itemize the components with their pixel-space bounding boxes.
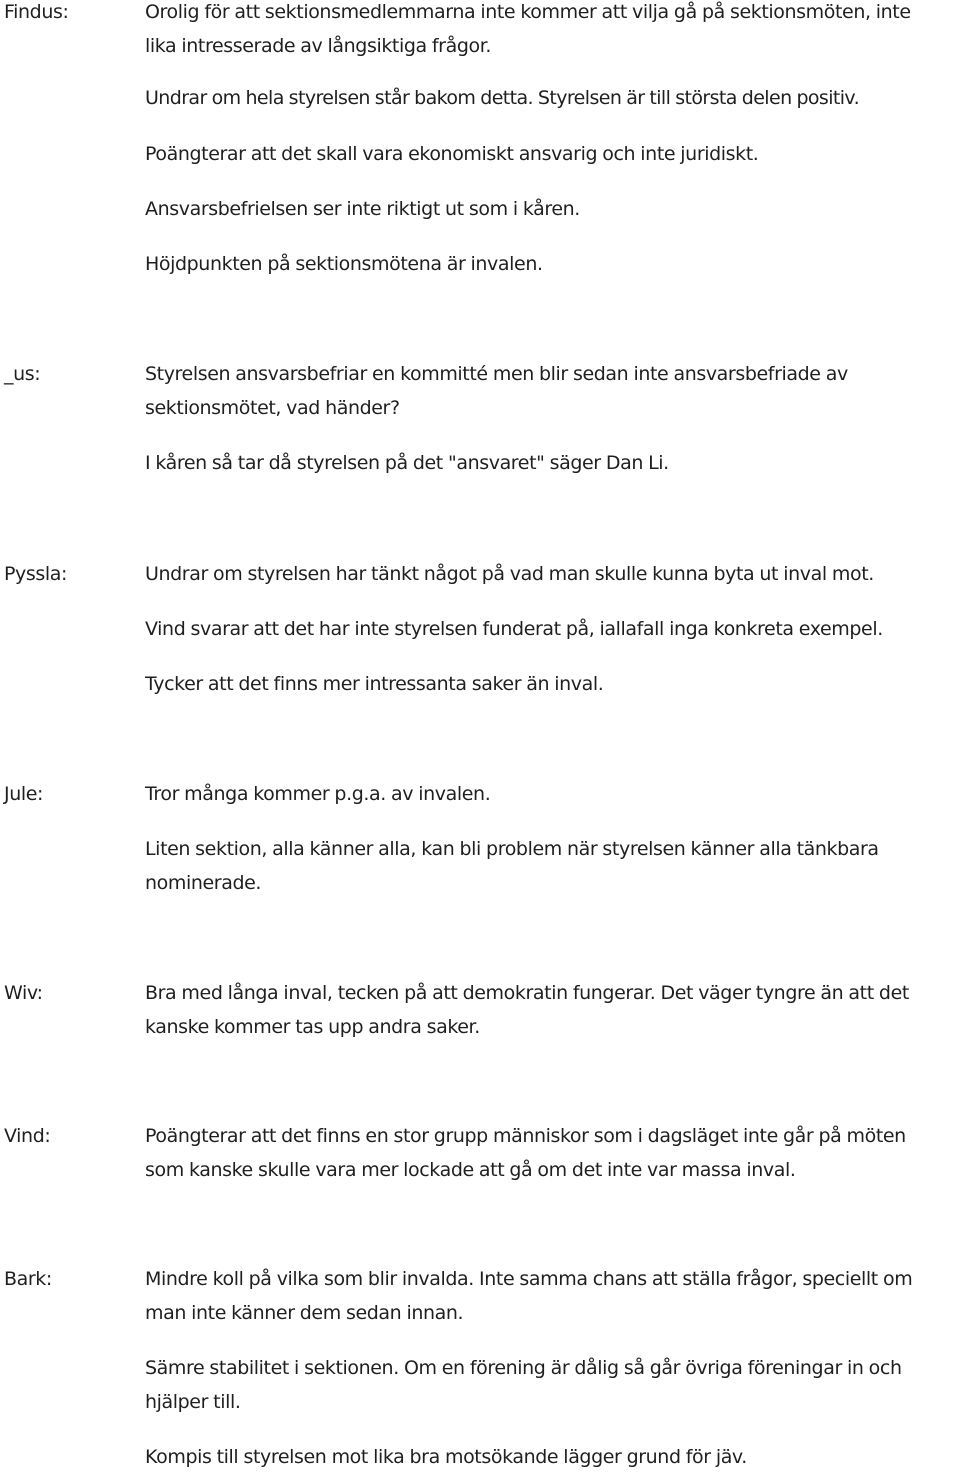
statement-paragraph	[145, 832, 957, 900]
statement-paragraph	[145, 0, 957, 63]
statement-line: Poängterar att det skall vara ekonomiskt ansvarig och inte juridiskt.	[145, 143, 759, 165]
speaker-label: Jule:	[4, 783, 44, 805]
statement-line: Tycker att det finns mer intressanta saker än inval.	[145, 673, 604, 695]
statement-line: Undrar om styrelsen har tänkt något på vad man skulle kunna byta ut inval mot.	[145, 563, 874, 585]
statement-line: som kanske skulle vara mer lockade att gå om det inte var massa inval.	[145, 1159, 796, 1181]
statement-paragraph	[145, 1440, 957, 1474]
statement-paragraph	[145, 357, 957, 425]
statement-line: Ansvarsbefrielsen ser inte riktigt ut som i kåren.	[145, 198, 580, 220]
statement-line: hjälper till.	[145, 1391, 241, 1413]
statement-paragraph	[145, 192, 957, 226]
speaker-label: Vind:	[4, 1125, 51, 1147]
statement-line: I kåren så tar då styrelsen på det "ansvaret" säger Dan Li.	[145, 452, 669, 474]
statement-line: Mindre koll på vilka som blir invalda. Inte samma chans att ställa frågor, speciellt om	[145, 1268, 913, 1290]
statement-paragraph	[145, 247, 957, 281]
statement-paragraph	[145, 1262, 957, 1330]
statement-paragraph	[145, 667, 957, 701]
statement-line: Poängterar att det finns en stor grupp människor som i dagsläget inte går på möten	[145, 1125, 906, 1147]
statement-paragraph	[145, 777, 957, 811]
statement-line: Höjdpunkten på sektionsmötena är invalen.	[145, 253, 543, 275]
statement-line: Undrar om hela styrelsen står bakom detta. Styrelsen är till största delen positiv.	[145, 87, 860, 109]
statement-line: nominerade.	[145, 872, 262, 894]
speaker-label: Bark:	[4, 1268, 52, 1290]
statement-line: Styrelsen ansvarsbefriar en kommitté men blir sedan inte ansvarsbefriade av	[145, 363, 848, 385]
statement-paragraph	[145, 1351, 957, 1419]
statement-line: kanske kommer tas upp andra saker.	[145, 1016, 480, 1038]
statement-line: Orolig för att sektionsmedlemmarna inte kommer att vilja gå på sektionsmöten, inte	[145, 1, 911, 23]
statement-line: Tror många kommer p.g.a. av invalen.	[145, 783, 491, 805]
statement-line: Vind svarar att det har inte styrelsen funderat på, iallafall inga konkreta exempel.	[145, 618, 883, 640]
speaker-label: Findus:	[4, 1, 69, 23]
statement-line: Bra med långa inval, tecken på att demokratin fungerar. Det väger tyngre än att det	[145, 982, 909, 1004]
speaker-label: Pyssla:	[4, 563, 68, 585]
statement-paragraph	[145, 1119, 957, 1187]
statement-paragraph	[145, 612, 957, 646]
statement-paragraph	[145, 81, 957, 115]
statement-paragraph	[145, 137, 957, 171]
statement-paragraph	[145, 446, 957, 480]
statement-paragraph	[145, 976, 957, 1044]
statement-line: lika intresserade av långsiktiga frågor.	[145, 35, 492, 57]
statement-line: Sämre stabilitet i sektionen. Om en förening är dålig så går övriga föreningar in och	[145, 1357, 902, 1379]
speaker-label: Wiv:	[4, 982, 43, 1004]
statement-paragraph	[145, 557, 957, 591]
speaker-label: _us:	[4, 363, 41, 385]
statement-line: man inte känner dem sedan innan.	[145, 1302, 464, 1324]
statement-line: Liten sektion, alla känner alla, kan bli problem när styrelsen känner alla tänkbara	[145, 838, 879, 860]
statement-line: Kompis till styrelsen mot lika bra motsökande lägger grund för jäv.	[145, 1446, 747, 1468]
statement-line: sektionsmötet, vad händer?	[145, 397, 400, 419]
